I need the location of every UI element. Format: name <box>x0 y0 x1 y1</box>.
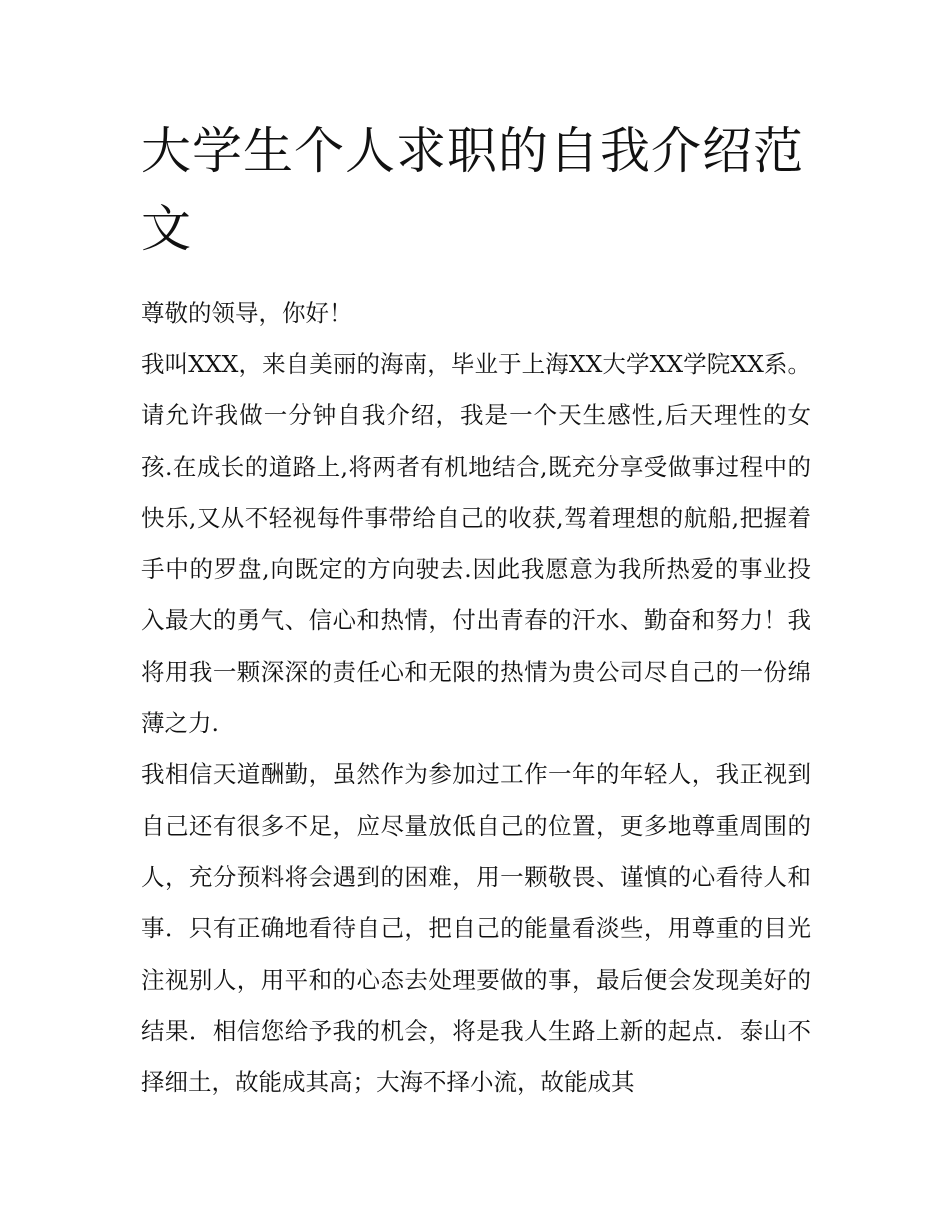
greeting-line: 尊敬的领导，你好！ <box>141 299 353 327</box>
paragraph-intro: 我叫XXX，来自美丽的海南，毕业于上海XX大学XX学院XX系。请允许我做一分钟自我介绍，我是一个天生感性,后天理性的女孩.在成长的道路上,将两者有机地结合,既充分享受做事过程中的快乐,又从不轻视每件事带给自己的收获,驾着理想的航船,把握着手中的罗盘,向既定的方向驶去.因此我愿意为我所热爱的事业投入最大的勇气、信心和热情，付出青春的汗水、勤奋和努力！我将用我一颗深深的责任心和无限的热情为贵公司尽自己的一份绵薄之力. <box>141 350 811 738</box>
document-title: 大学生个人求职的自我介绍范文 <box>141 122 804 258</box>
paragraph-attitude: 我相信天道酬勤，虽然作为参加过工作一年的年轻人，我正视到自己还有很多不足，应尽量放低自己的位置，更多地尊重周围的人，充分预料将会遇到的困难，用一颗敬畏、谨慎的心看待人和事．只有正确地看待自己，把自己的能量看淡些，用尊重的目光注视别人，用平和的心态去处理要做的事，最后便会发现美好的结果．相信您给予我的机会，将是我人生路上新的起点．泰山不择细土，故能成其高；大海不择小流，故能成其 <box>141 760 811 1097</box>
document-body <box>141 112 811 1108</box>
